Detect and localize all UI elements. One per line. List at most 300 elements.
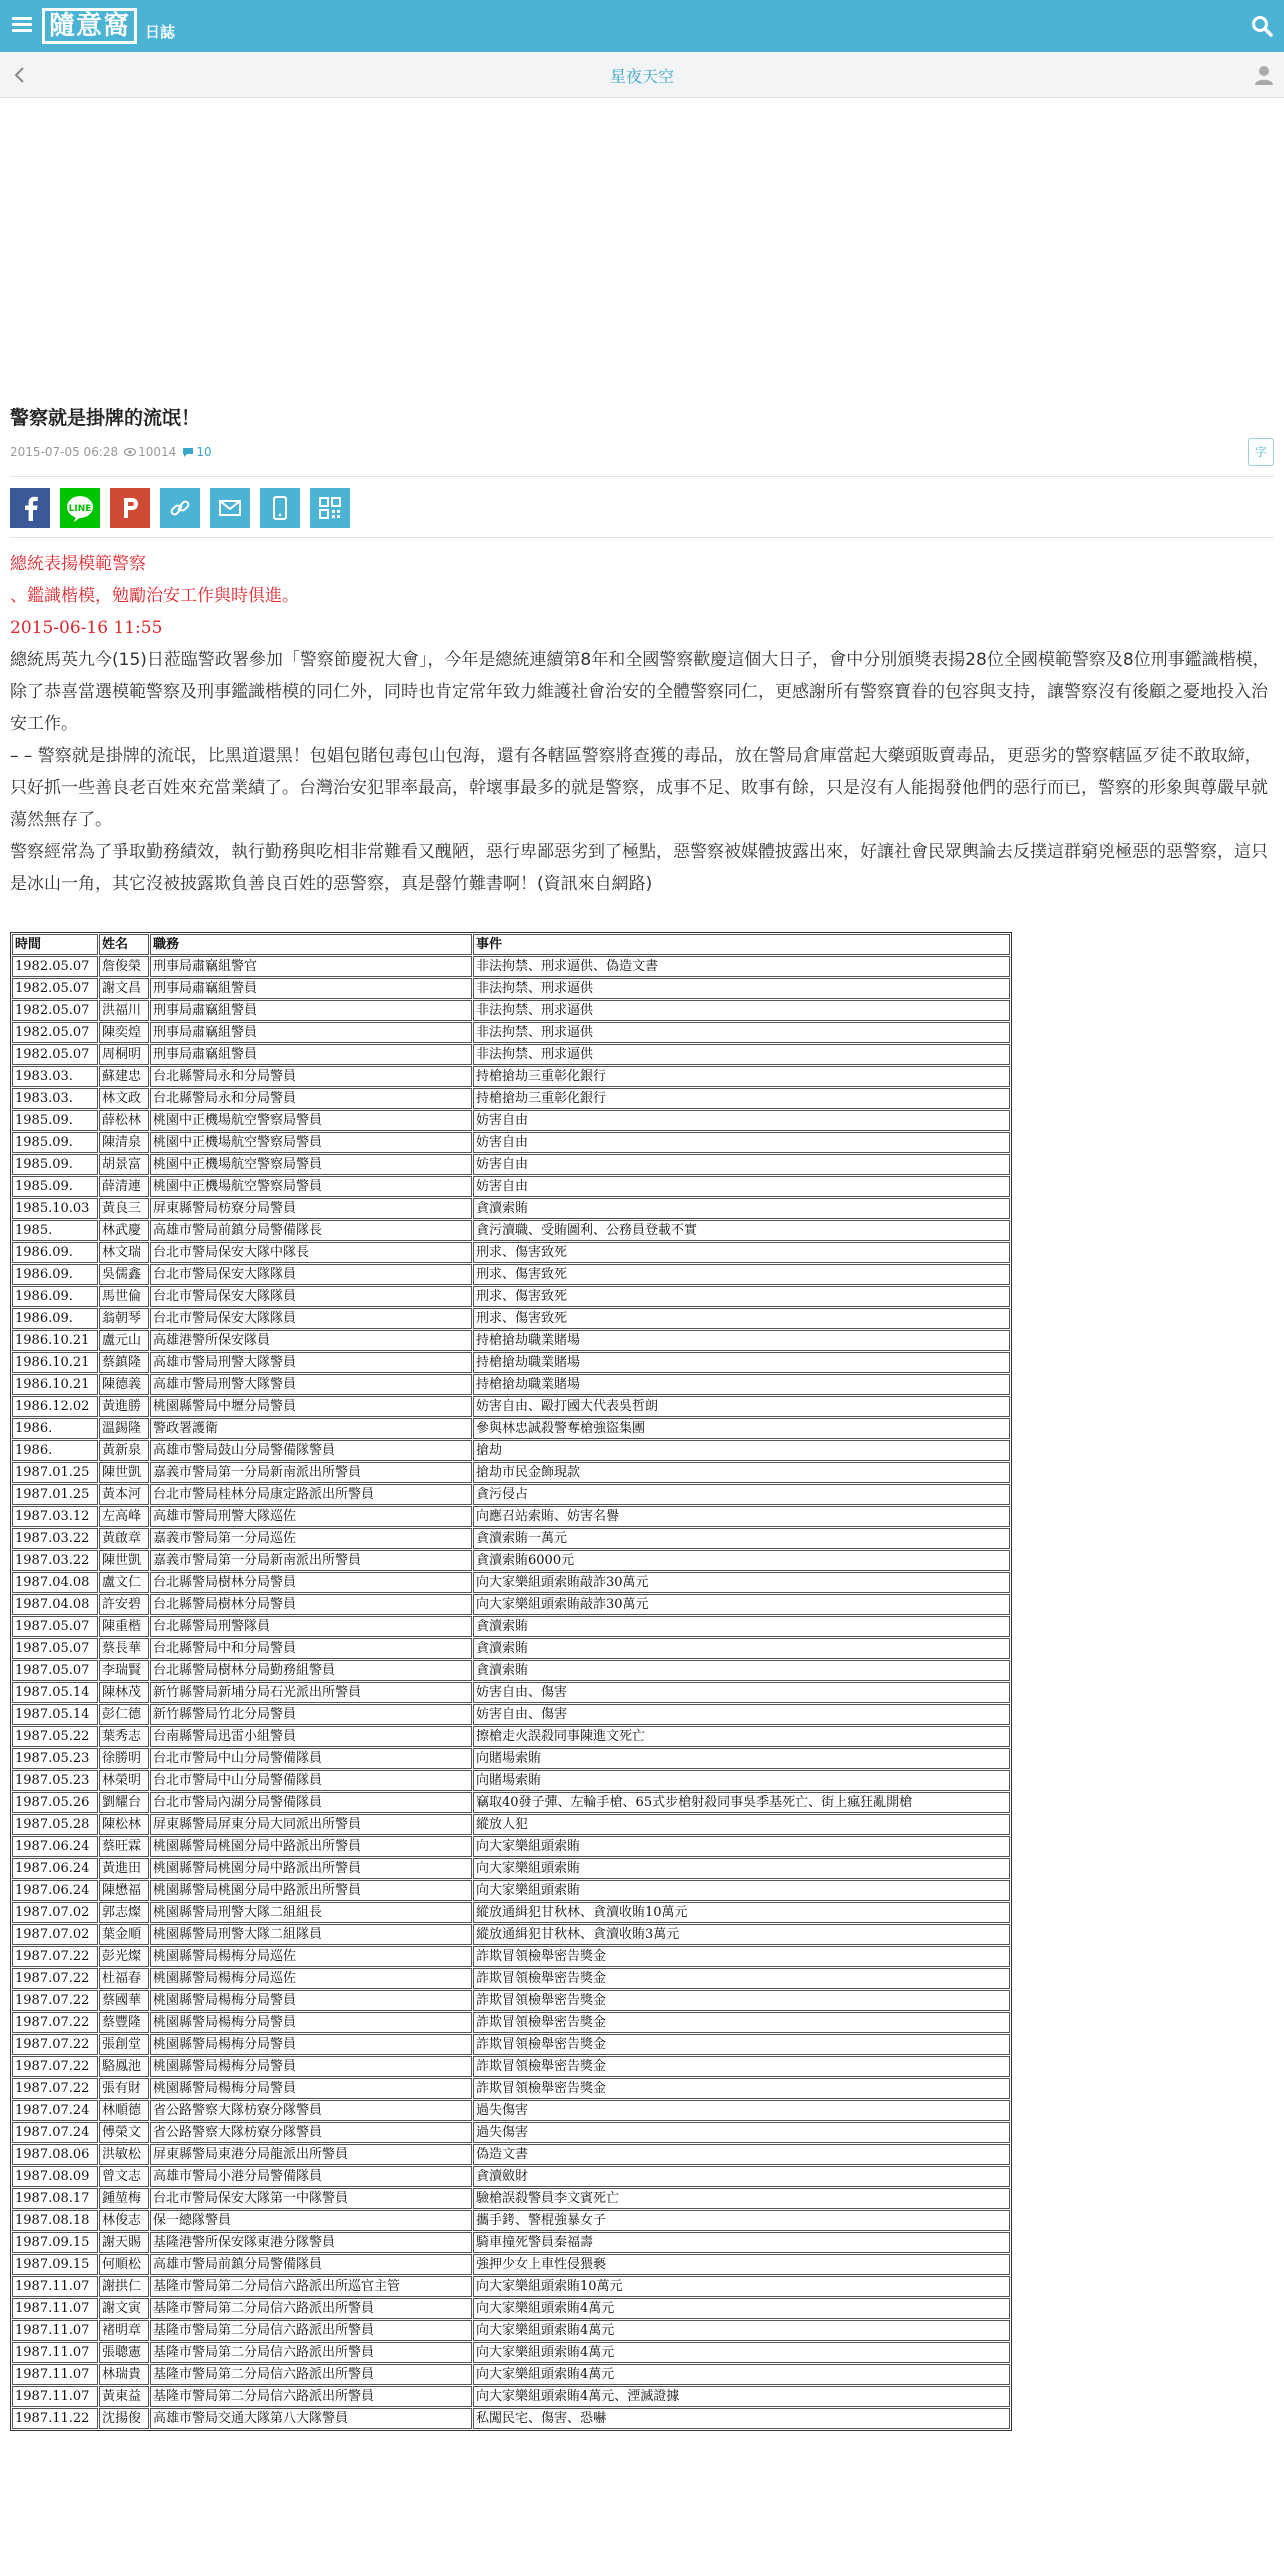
cell-event: 向大家樂組頭索賄4萬元、湮滅證據 — [473, 2386, 1010, 2407]
table-row — [12, 1880, 1010, 1901]
table-row — [12, 956, 1010, 977]
cell-name: 陳世凱 — [99, 1462, 149, 1483]
cell-event: 妨害自由、毆打國大代表吳哲朗 — [473, 1396, 1010, 1417]
cell-position: 台北縣警局樹林分局警員 — [150, 1594, 472, 1615]
cell-time: 1985.09. — [12, 1154, 98, 1175]
cell-time: 1987.05.07 — [12, 1660, 98, 1681]
cell-position: 基隆市警局第二分局信六路派出所巡官主管 — [150, 2276, 472, 2297]
cell-event: 貪瀆索賄 — [473, 1638, 1010, 1659]
cell-position: 台南縣警局迅雷小組警員 — [150, 1726, 472, 1747]
cell-event: 向大家樂組頭索賄 — [473, 1836, 1010, 1857]
cell-name: 鍾堃梅 — [99, 2188, 149, 2209]
divider — [10, 476, 1274, 477]
table-row — [12, 1110, 1010, 1131]
cell-name: 何順松 — [99, 2254, 149, 2275]
comments-count[interactable] — [182, 445, 211, 459]
cell-name: 謝天賜 — [99, 2232, 149, 2253]
font-size-button[interactable]: 字 — [1248, 438, 1274, 466]
table-row — [12, 1066, 1010, 1087]
cell-name: 謝文寅 — [99, 2298, 149, 2319]
cell-position: 保一總隊警員 — [150, 2210, 472, 2231]
cell-position: 桃園縣警局刑警大隊二組組長 — [150, 1902, 472, 1923]
cell-position: 台北縣警局永和分局警員 — [150, 1088, 472, 1109]
cell-time: 1987.11.07 — [12, 2342, 98, 2363]
cell-position: 高雄市警局小港分局警備隊員 — [150, 2166, 472, 2187]
cell-position: 高雄市警局前鎮分局警備隊員 — [150, 2254, 472, 2275]
cell-time: 1987.06.24 — [12, 1880, 98, 1901]
cell-event: 竊取40發子彈、左輪手槍、65式步槍射殺同事吳季基死亡、街上瘋狂亂開槍 — [473, 1792, 1010, 1813]
table-header-row — [12, 934, 1010, 955]
table-row — [12, 2100, 1010, 2121]
cell-position: 桃園縣警局桃園分局中路派出所警員 — [150, 1858, 472, 1879]
cell-event: 貪瀆索賄6000元 — [473, 1550, 1010, 1571]
table-row — [12, 1484, 1010, 1505]
site-logo[interactable] — [42, 8, 175, 44]
share-bar — [10, 488, 350, 528]
table-row — [12, 1418, 1010, 1439]
cell-event: 縱放人犯 — [473, 1814, 1010, 1835]
link-icon[interactable] — [160, 488, 200, 528]
cell-position: 台北縣警局刑警隊員 — [150, 1616, 472, 1637]
cell-position: 台北市警局保安大隊隊員 — [150, 1308, 472, 1329]
cell-event: 搶劫市民金飾現款 — [473, 1462, 1010, 1483]
cell-time: 1987.05.23 — [12, 1748, 98, 1769]
table-row — [12, 1396, 1010, 1417]
views-count — [124, 445, 176, 459]
cell-position: 高雄市警局前鎮分局警備隊長 — [150, 1220, 472, 1241]
cell-event: 詐欺冒領檢舉密告獎金 — [473, 2056, 1010, 2077]
cell-name: 林俊志 — [99, 2210, 149, 2231]
table-row — [12, 1990, 1010, 2011]
table-row — [12, 1242, 1010, 1263]
cell-time: 1982.05.07 — [12, 1000, 98, 1021]
records-table — [10, 932, 1012, 2431]
table-row — [12, 1132, 1010, 1153]
cell-event: 向大家樂組頭索賄10萬元 — [473, 2276, 1010, 2297]
table-row — [12, 1660, 1010, 1681]
table-row — [12, 1154, 1010, 1175]
table-row — [12, 2408, 1010, 2429]
cell-position: 刑事局肅竊組警員 — [150, 1044, 472, 1065]
cell-position: 桃園縣警局楊梅分局警員 — [150, 1990, 472, 2011]
cell-event: 強押少女上車性侵猥褻 — [473, 2254, 1010, 2275]
cell-position: 台北市警局保安大隊第一中隊警員 — [150, 2188, 472, 2209]
table-row — [12, 2056, 1010, 2077]
table-row — [12, 978, 1010, 999]
cell-event: 縱放通緝犯甘秋林、貪瀆收賄10萬元 — [473, 1902, 1010, 1923]
cell-position: 基隆市警局第二分局信六路派出所警員 — [150, 2342, 472, 2363]
cell-position: 基隆市警局第二分局信六路派出所警員 — [150, 2364, 472, 2385]
article-meta — [10, 445, 212, 459]
table-row — [12, 1264, 1010, 1285]
cell-event: 貪污侵占 — [473, 1484, 1010, 1505]
table-row — [12, 1088, 1010, 1109]
cell-event: 非法拘禁、刑求逼供 — [473, 1022, 1010, 1043]
cell-name: 張聰憲 — [99, 2342, 149, 2363]
cell-position: 新竹縣警局竹北分局警員 — [150, 1704, 472, 1725]
cell-name: 彭仁德 — [99, 1704, 149, 1725]
lead-timestamp: 2015-06-16 11:55 — [10, 618, 163, 638]
cell-event: 妨害自由、傷害 — [473, 1682, 1010, 1703]
top-bar — [0, 0, 1284, 52]
blog-title[interactable]: 星夜天空 — [609, 67, 674, 86]
mobile-icon[interactable] — [260, 488, 300, 528]
table-row — [12, 1286, 1010, 1307]
cell-position: 屏東縣警局屏東分局大同派出所警員 — [150, 1814, 472, 1835]
cell-event: 攜手銬、警棍強暴女子 — [473, 2210, 1010, 2231]
cell-position: 高雄市警局刑警大隊警員 — [150, 1352, 472, 1373]
cell-event: 妨害自由、傷害 — [473, 1704, 1010, 1725]
cell-event: 向大家樂組頭索賄 — [473, 1858, 1010, 1879]
table-row — [12, 1748, 1010, 1769]
cell-position: 台北市警局內湖分局警備隊員 — [150, 1792, 472, 1813]
cell-event: 妨害自由 — [473, 1110, 1010, 1131]
cell-position: 台北市警局桂林分局康定路派出所警員 — [150, 1484, 472, 1505]
cell-event: 妨害自由 — [473, 1176, 1010, 1197]
cell-time: 1986.09. — [12, 1308, 98, 1329]
cell-event: 持槍搶劫三重彰化銀行 — [473, 1088, 1010, 1109]
cell-name: 黃進勝 — [99, 1396, 149, 1417]
cell-name: 洪敏松 — [99, 2144, 149, 2165]
table-row — [12, 1506, 1010, 1527]
lead-red-line-2: 、鑑識楷模，勉勵治安工作與時俱進。 — [10, 586, 299, 606]
cell-event: 擦槍走火誤殺同事陳進文死亡 — [473, 1726, 1010, 1747]
cell-time: 1986.09. — [12, 1264, 98, 1285]
cell-position: 刑事局肅竊組警官 — [150, 956, 472, 977]
cell-time: 1987.11.07 — [12, 2386, 98, 2407]
cell-time: 1987.07.02 — [12, 1902, 98, 1923]
cell-name: 劉耀台 — [99, 1792, 149, 1813]
table-row — [12, 2034, 1010, 2055]
article-title: 警察就是掛牌的流氓！ — [10, 407, 201, 429]
table-row — [12, 1968, 1010, 1989]
cell-event: 貪污瀆職、受賄圖利、公務員登載不實 — [473, 1220, 1010, 1241]
cell-position: 桃園縣警局楊梅分局警員 — [150, 2012, 472, 2033]
table-row — [12, 1352, 1010, 1373]
cell-name: 薛松林 — [99, 1110, 149, 1131]
cell-time: 1987.07.22 — [12, 2012, 98, 2033]
cell-name: 傅榮文 — [99, 2122, 149, 2143]
cell-event: 貪瀆索賄 — [473, 1660, 1010, 1681]
cell-event: 刑求、傷害致死 — [473, 1264, 1010, 1285]
cell-name: 胡景富 — [99, 1154, 149, 1175]
cell-position: 警政署護衛 — [150, 1418, 472, 1439]
cell-time: 1987.07.22 — [12, 1968, 98, 1989]
cell-time: 1982.05.07 — [12, 956, 98, 977]
cell-position: 刑事局肅竊組警員 — [150, 978, 472, 999]
cell-time: 1986. — [12, 1440, 98, 1461]
cell-event: 向大家樂組頭索賄4萬元 — [473, 2364, 1010, 2385]
table-row — [12, 2320, 1010, 2341]
cell-time: 1985. — [12, 1220, 98, 1241]
table-row — [12, 1176, 1010, 1197]
table-row — [12, 1704, 1010, 1725]
table-row — [12, 1000, 1010, 1021]
cell-event: 詐欺冒領檢舉密告獎金 — [473, 2078, 1010, 2099]
cell-name: 蔡國華 — [99, 1990, 149, 2011]
cell-position: 桃園縣警局楊梅分局巡佐 — [150, 1968, 472, 1989]
cell-time: 1986.10.21 — [12, 1374, 98, 1395]
cell-name: 林榮明 — [99, 1770, 149, 1791]
table-row — [12, 1638, 1010, 1659]
cell-name: 彭光燦 — [99, 1946, 149, 1967]
cell-position: 屏東縣警局東港分局龍派出所警員 — [150, 2144, 472, 2165]
facebook-icon[interactable] — [10, 488, 50, 528]
cell-event: 向應召站索賄、妨害名譽 — [473, 1506, 1010, 1527]
logo-text: 隨意窩 — [42, 8, 137, 44]
cell-time: 1987.06.24 — [12, 1858, 98, 1879]
cell-position: 台北縣警局永和分局警員 — [150, 1066, 472, 1087]
header-time: 時間 — [12, 934, 98, 955]
table-row — [12, 1902, 1010, 1923]
cell-position: 台北縣警局樹林分局警員 — [150, 1572, 472, 1593]
header-position: 職務 — [150, 934, 472, 955]
cell-event: 持槍搶劫職業賭場 — [473, 1352, 1010, 1373]
cell-name: 洪福川 — [99, 1000, 149, 1021]
table-row — [12, 2166, 1010, 2187]
table-row — [12, 1308, 1010, 1329]
cell-time: 1987.11.07 — [12, 2364, 98, 2385]
cell-position: 桃園縣警局楊梅分局警員 — [150, 2056, 472, 2077]
cell-name: 張有財 — [99, 2078, 149, 2099]
cell-time: 1982.05.07 — [12, 978, 98, 999]
cell-position: 桃園縣警局楊梅分局巡佐 — [150, 1946, 472, 1967]
user-icon[interactable] — [1252, 63, 1276, 87]
cell-event: 私闖民宅、傷害、恐嚇 — [473, 2408, 1010, 2429]
cell-name: 盧元山 — [99, 1330, 149, 1351]
cell-event: 驗槍誤殺警員李文賓死亡 — [473, 2188, 1010, 2209]
cell-name: 陳重楷 — [99, 1616, 149, 1637]
cell-time: 1987.05.07 — [12, 1638, 98, 1659]
cell-time: 1986.09. — [12, 1286, 98, 1307]
cell-name: 杜福春 — [99, 1968, 149, 1989]
cell-time: 1987.05.26 — [12, 1792, 98, 1813]
cell-time: 1983.03. — [12, 1088, 98, 1109]
cell-event: 妨害自由 — [473, 1154, 1010, 1175]
table-row — [12, 1330, 1010, 1351]
cell-event: 持槍搶劫職業賭場 — [473, 1374, 1010, 1395]
cell-name: 陳德義 — [99, 1374, 149, 1395]
table-row — [12, 1572, 1010, 1593]
cell-event: 過失傷害 — [473, 2122, 1010, 2143]
table-row — [12, 2078, 1010, 2099]
lead-red-line-1: 總統表揚模範警察 — [10, 554, 146, 574]
table-row — [12, 2210, 1010, 2231]
cell-time: 1987.07.22 — [12, 2078, 98, 2099]
paragraph-3: 警察經常為了爭取勤務績效，執行勤務與吃相非常難看又醜陋，惡行卑鄙惡劣到了極點，惡警察被媒體披露出來，好讓社會民眾輿論去反撲這群窮兇極惡的惡警察，這只是冰山一角，其它沒被披露欺負善良百姓的惡警察，真是罄竹難書啊！(資訊來自網路) — [10, 842, 1268, 894]
logo-sub: 日誌 — [145, 22, 176, 41]
cell-name: 吳儒鑫 — [99, 1264, 149, 1285]
cell-event: 持槍搶劫職業賭場 — [473, 1330, 1010, 1351]
table-row — [12, 2364, 1010, 2385]
cell-event: 非法拘禁、刑求逼供、偽造文書 — [473, 956, 1010, 977]
cell-event: 詐欺冒領檢舉密告獎金 — [473, 1990, 1010, 2011]
table-row — [12, 1858, 1010, 1879]
cell-event: 非法拘禁、刑求逼供 — [473, 1000, 1010, 1021]
cell-event: 向大家樂組頭索賄敲詐30萬元 — [473, 1594, 1010, 1615]
line-icon[interactable] — [60, 488, 100, 528]
cell-event: 詐欺冒領檢舉密告獎金 — [473, 1946, 1010, 1967]
table-row — [12, 2012, 1010, 2033]
article-body — [10, 548, 1274, 900]
svg-text:LINE: LINE — [68, 504, 92, 514]
cell-time: 1986.12.02 — [12, 1396, 98, 1417]
comment-icon — [182, 447, 194, 458]
table-row — [12, 1814, 1010, 1835]
cell-position: 高雄市警局刑警大隊巡佐 — [150, 1506, 472, 1527]
cell-position: 基隆港警所保安隊東港分隊警員 — [150, 2232, 472, 2253]
cell-time: 1986.09. — [12, 1242, 98, 1263]
cell-event: 向大家樂組頭索賄 — [473, 1880, 1010, 1901]
views-value: 10014 — [138, 445, 177, 459]
cell-time: 1987.07.24 — [12, 2122, 98, 2143]
ad-space — [0, 98, 1284, 390]
cell-name: 葉金順 — [99, 1924, 149, 1945]
qrcode-icon[interactable] — [310, 488, 350, 528]
cell-name: 郭志燦 — [99, 1902, 149, 1923]
cell-name: 馬世倫 — [99, 1286, 149, 1307]
cell-event: 過失傷害 — [473, 2100, 1010, 2121]
menu-icon[interactable] — [12, 14, 32, 34]
cell-event: 騎車撞死警員秦福壽 — [473, 2232, 1010, 2253]
cell-position: 省公路警察大隊枋寮分隊警員 — [150, 2100, 472, 2121]
cell-time: 1986. — [12, 1418, 98, 1439]
cell-event: 貪瀆斂財 — [473, 2166, 1010, 2187]
divider — [10, 537, 1274, 538]
cell-position: 桃園縣警局楊梅分局警員 — [150, 2078, 472, 2099]
cell-event: 刑求、傷害致死 — [473, 1308, 1010, 1329]
plurk-icon[interactable] — [110, 488, 150, 528]
cell-event: 持槍搶劫三重彰化銀行 — [473, 1066, 1010, 1087]
cell-position: 嘉義市警局第一分局新南派出所警員 — [150, 1462, 472, 1483]
cell-name: 黃東益 — [99, 2386, 149, 2407]
cell-event: 向大家樂組頭索賄4萬元 — [473, 2342, 1010, 2363]
cell-position: 屏東縣警局枋寮分局警員 — [150, 1198, 472, 1219]
cell-name: 薛清連 — [99, 1176, 149, 1197]
cell-time: 1987.08.09 — [12, 2166, 98, 2187]
cell-event: 刑求、傷害致死 — [473, 1242, 1010, 1263]
cell-position: 高雄港警所保安隊員 — [150, 1330, 472, 1351]
cell-time: 1987.03.22 — [12, 1528, 98, 1549]
cell-name: 林瑞貴 — [99, 2364, 149, 2385]
cell-position: 桃園縣警局桃園分局中路派出所警員 — [150, 1880, 472, 1901]
cell-name: 陳奕煌 — [99, 1022, 149, 1043]
cell-position: 桃園縣警局刑警大隊二組隊員 — [150, 1924, 472, 1945]
cell-time: 1987.07.22 — [12, 1990, 98, 2011]
cell-time: 1987.07.22 — [12, 2034, 98, 2055]
cell-event: 妨害自由 — [473, 1132, 1010, 1153]
cell-name: 林順德 — [99, 2100, 149, 2121]
header-name: 姓名 — [99, 934, 149, 955]
cell-name: 林武慶 — [99, 1220, 149, 1241]
cell-position: 台北市警局保安大隊中隊長 — [150, 1242, 472, 1263]
cell-name: 蔡旺霖 — [99, 1836, 149, 1857]
records-table-wrap — [10, 932, 1012, 2431]
cell-time: 1987.11.07 — [12, 2320, 98, 2341]
cell-name: 陳懋福 — [99, 1880, 149, 1901]
cell-position: 桃園縣警局桃園分局中路派出所警員 — [150, 1836, 472, 1857]
cell-time: 1987.05.22 — [12, 1726, 98, 1747]
cell-position: 桃園縣警局中壢分局警員 — [150, 1396, 472, 1417]
cell-position: 桃園中正機場航空警察局警員 — [150, 1176, 472, 1197]
table-row — [12, 1044, 1010, 1065]
cell-name: 葉秀志 — [99, 1726, 149, 1747]
cell-time: 1987.06.24 — [12, 1836, 98, 1857]
email-icon[interactable] — [210, 488, 250, 528]
cell-name: 蔡豐隆 — [99, 2012, 149, 2033]
table-row — [12, 1792, 1010, 1813]
paragraph-2: – – 警察就是掛牌的流氓，比黑道還黑！包娼包賭包毒包山包海，還有各轄區警察將查獲的毒品，放在警局倉庫當起大藥頭販賣毒品，更惡劣的警察轄區歹徒不敢取締，只好抓一些善良老百姓來充當業績了。台灣治安犯罪率最高，幹壞事最多的就是警察，成事不足、敗事有餘，只是沒有人能揭發他們的惡行而已，警察的形象與尊嚴早就蕩然無存了。 — [10, 746, 1268, 830]
cell-position: 嘉義市警局第一分局巡佐 — [150, 1528, 472, 1549]
cell-name: 周桐明 — [99, 1044, 149, 1065]
cell-position: 高雄市警局交通大隊第八大隊警員 — [150, 2408, 472, 2429]
cell-position: 台北縣警局樹林分局勤務組警員 — [150, 1660, 472, 1681]
table-row — [12, 2276, 1010, 2297]
cell-event: 向賭場索賄 — [473, 1770, 1010, 1791]
cell-time: 1987.09.15 — [12, 2254, 98, 2275]
cell-event: 向大家樂組頭索賄4萬元 — [473, 2298, 1010, 2319]
cell-name: 溫錫隆 — [99, 1418, 149, 1439]
cell-time: 1987.08.06 — [12, 2144, 98, 2165]
table-row — [12, 1440, 1010, 1461]
eye-icon — [124, 447, 136, 457]
cell-time: 1985.09. — [12, 1176, 98, 1197]
cell-time: 1985.09. — [12, 1132, 98, 1153]
cell-name: 陳清泉 — [99, 1132, 149, 1153]
cell-name: 黃本河 — [99, 1484, 149, 1505]
table-row — [12, 1682, 1010, 1703]
table-row — [12, 1220, 1010, 1241]
cell-time: 1987.07.24 — [12, 2100, 98, 2121]
cell-name: 陳松林 — [99, 1814, 149, 1835]
cell-event: 詐欺冒領檢舉密告獎金 — [473, 1968, 1010, 1989]
cell-name: 陳世凱 — [99, 1550, 149, 1571]
cell-event: 向大家樂組頭索賄4萬元 — [473, 2320, 1010, 2341]
table-row — [12, 1616, 1010, 1637]
cell-time: 1987.05.23 — [12, 1770, 98, 1791]
cell-position: 基隆市警局第二分局信六路派出所警員 — [150, 2320, 472, 2341]
cell-position: 桃園中正機場航空警察局警員 — [150, 1132, 472, 1153]
cell-time: 1987.04.08 — [12, 1594, 98, 1615]
cell-event: 縱放通緝犯甘秋林、貪瀆收賄3萬元 — [473, 1924, 1010, 1945]
cell-time: 1987.05.14 — [12, 1682, 98, 1703]
cell-position: 高雄市警局鼓山分局警備隊警員 — [150, 1440, 472, 1461]
cell-time: 1986.10.21 — [12, 1330, 98, 1351]
cell-position: 高雄市警局刑警大隊警員 — [150, 1374, 472, 1395]
cell-position: 新竹縣警局新埔分局石光派出所警員 — [150, 1682, 472, 1703]
cell-time: 1983.03. — [12, 1066, 98, 1087]
cell-name: 黃新泉 — [99, 1440, 149, 1461]
cell-name: 詹俊榮 — [99, 956, 149, 977]
search-icon[interactable] — [1250, 14, 1274, 38]
table-row — [12, 1594, 1010, 1615]
cell-time: 1987.03.22 — [12, 1550, 98, 1571]
cell-event: 搶劫 — [473, 1440, 1010, 1461]
cell-time: 1987.01.25 — [12, 1462, 98, 1483]
cell-position: 台北縣警局中和分局警員 — [150, 1638, 472, 1659]
cell-time: 1987.03.12 — [12, 1506, 98, 1527]
cell-time: 1987.11.07 — [12, 2276, 98, 2297]
cell-position: 基隆市警局第二分局信六路派出所警員 — [150, 2298, 472, 2319]
cell-position: 桃園中正機場航空警察局警員 — [150, 1154, 472, 1175]
table-row — [12, 1924, 1010, 1945]
cell-event: 向大家樂組頭索賄敲詐30萬元 — [473, 1572, 1010, 1593]
cell-event: 貪瀆索賄 — [473, 1198, 1010, 1219]
table-row — [12, 2144, 1010, 2165]
cell-time: 1985.10.03 — [12, 1198, 98, 1219]
cell-event: 貪瀆索賄一萬元 — [473, 1528, 1010, 1549]
cell-name: 林文政 — [99, 1088, 149, 1109]
